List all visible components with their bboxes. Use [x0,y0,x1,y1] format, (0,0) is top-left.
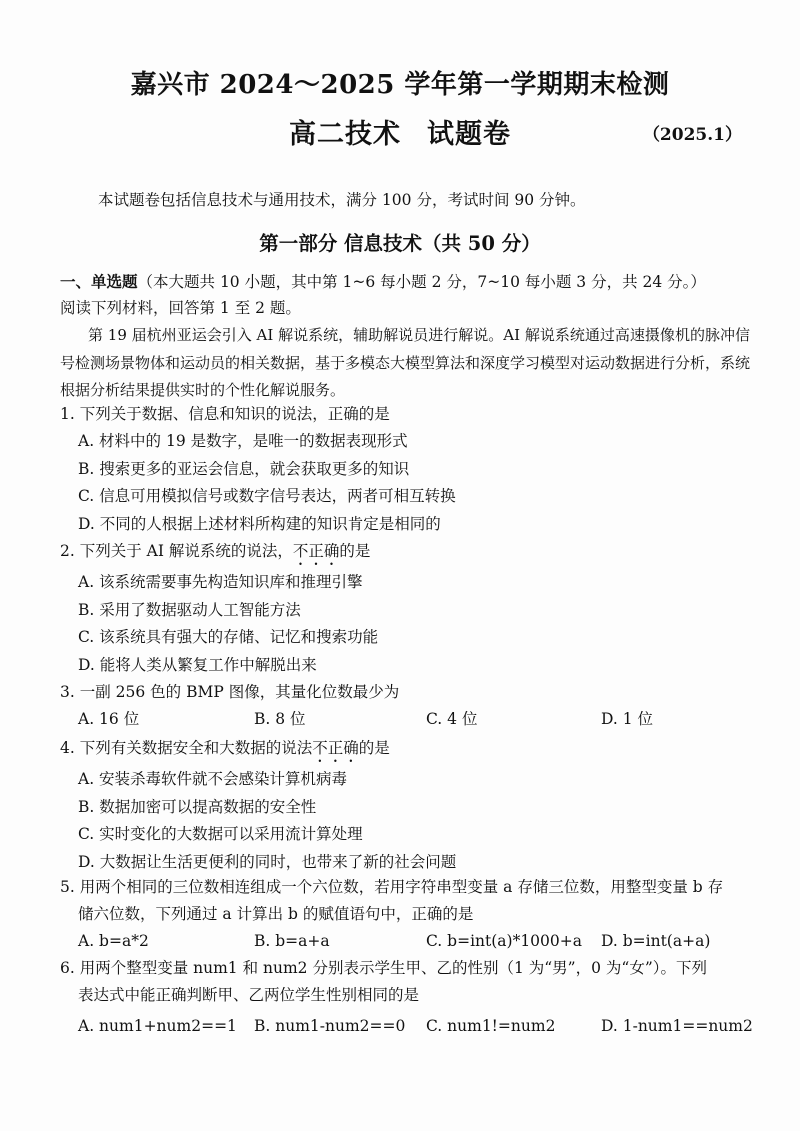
question-1 [60,401,760,538]
question-2-stem: 2. 下列关于 AI 解说系统的说法，不正确的是 [60,542,371,560]
exam-title: 嘉兴市 2024～2025 学年第一学期期末检测 [130,70,670,100]
reading-passage: 第 19 届杭州亚运会引入 AI 解说系统，辅助解说员进行解说。AI 解说系统通过高速摄像机的脉冲信号检测场景物体和运动员的相关数据，基于多模态大模型算法和深度学习模型对运动数据进行分析，系统根据分析结果提供实时的个性化解说服务。 [60,326,751,399]
question-2-option-b: B. 采用了数据驱动人工智能方法 [78,600,301,619]
question-6-option-a: A. num1+num2==1 [78,1017,237,1035]
emphasis-not-correct: 不正确 [292,542,340,560]
question-5-option-a: A. b=a*2 [78,932,149,950]
question-6-stem: 6. 用两个整型变量 num1 和 num2 分别表示学生甲、乙的性别（1 为“男”，0 为“女”）。下列 [60,959,707,977]
question-2 [60,538,760,679]
subtitle-paper: 试题卷 [427,119,511,150]
question-3-option-c: C. 4 位 [426,710,478,728]
question-3-option-b: B. 8 位 [254,710,306,728]
section-desc: （本大题共 10 小题，其中第 1~6 每小题 2 分，7~10 每小题 3 分，共 24 分。） [137,273,706,291]
question-5-options [78,928,760,955]
exam-date: （2025.1） [642,125,742,145]
question-3 [60,679,760,733]
question-4-option-d: D. 大数据让生活更便利的同时，也带来了新的社会问题 [78,852,457,871]
question-2-option-a: A. 该系统需要事先构造知识库和推理引擎 [78,573,363,591]
exam-intro: 本试题卷包括信息技术与通用技术，满分 100 分，考试时间 90 分钟。 [98,191,586,209]
question-6-option-c: C. num1!=num2 [426,1017,556,1035]
question-3-option-a: A. 16 位 [78,710,140,728]
question-4-option-a: A. 安装杀毒软件就不会感染计算机病毒 [78,770,348,788]
section-header [60,270,706,292]
question-4-option-b: B. 数据加密可以提高数据的安全性 [78,797,317,816]
subtitle-subject: 高二技术 [289,119,401,150]
question-6-option-d: D. 1-num1==num2 [601,1017,753,1035]
question-5-option-b: B. b=a+a [254,932,330,950]
question-4 [60,735,760,876]
question-1-stem: 1. 下列关于数据、信息和知识的说法，正确的是 [60,405,390,423]
question-3-option-d: D. 1 位 [601,710,654,728]
question-6 [60,955,760,1040]
question-1-option-b: B. 搜索更多的亚运会信息，就会获取更多的知识 [78,459,410,478]
question-3-options [78,706,760,733]
section-label: 一、单选题 [60,272,138,291]
question-2-option-d: D. 能将人类从繁复工作中解脱出来 [78,655,317,674]
question-6-option-b: B. num1-num2==0 [254,1017,406,1035]
question-2-option-c: C. 该系统具有强大的存储、记忆和搜索功能 [78,628,379,646]
question-6-stem-cont: 表达式中能正确判断甲、乙两位学生性别相同的是 [78,986,420,1004]
question-4-stem: 4. 下列有关数据安全和大数据的说法不正确的是 [60,739,390,757]
question-5-option-d: D. b=int(a+a) [601,932,711,950]
question-6-options [78,1013,760,1040]
part-title: 第一部分 信息技术（共 50 分） [259,232,541,255]
question-3-stem: 3. 一副 256 色的 BMP 图像，其量化位数最少为 [60,683,400,701]
question-5-stem-cont: 储六位数，下列通过 a 计算出 b 的赋值语句中，正确的是 [78,905,474,923]
emphasis-not-correct: 不正确 [312,739,359,757]
question-1-option-d: D. 不同的人根据上述材料所构建的知识肯定是相同的 [78,514,441,533]
reading-instruction: 阅读下列材料，回答第 1 至 2 题。 [60,299,301,317]
question-4-option-c: C. 实时变化的大数据可以采用流计算处理 [78,825,363,843]
question-5 [60,874,760,955]
question-5-stem: 5. 用两个相同的三位数相连组成一个六位数，若用字符串型变量 a 存储三位数，用整型变量 b 存 [60,878,724,896]
question-1-option-a: A. 材料中的 19 是数字，是唯一的数据表现形式 [78,432,408,450]
question-1-option-c: C. 信息可用模拟信号或数字信号表达，两者可相互转换 [78,487,456,505]
question-5-option-c: C. b=int(a)*1000+a [426,932,582,950]
